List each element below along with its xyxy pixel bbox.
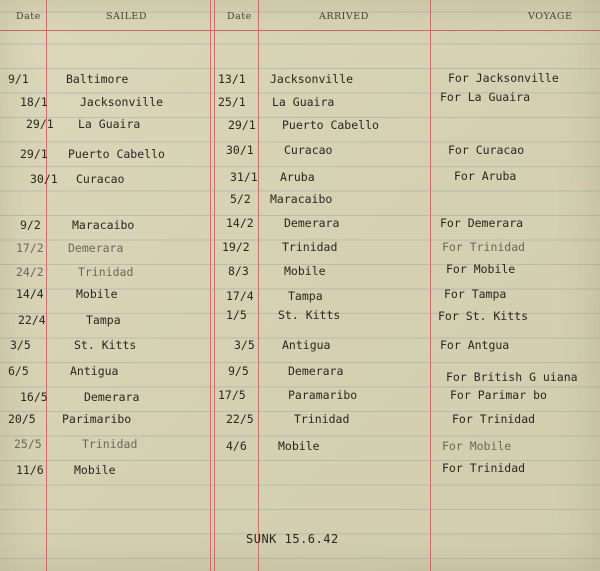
sailed-place: Mobile xyxy=(76,287,118,301)
voyage-entry: For British G uiana xyxy=(446,370,578,384)
voyage-entry: For Demerara xyxy=(440,216,524,230)
column-rule xyxy=(214,0,215,571)
column-rule xyxy=(430,0,431,571)
voyage-entry: For Jacksonville xyxy=(448,71,559,85)
arrived-date: 13/1 xyxy=(218,72,246,86)
voyage-entry: For Trinidad xyxy=(452,412,536,426)
sailed-date: 9/1 xyxy=(8,72,29,86)
sailed-date: 22/4 xyxy=(18,313,46,327)
arrived-place: La Guaira xyxy=(272,95,335,109)
arrived-place: Antigua xyxy=(282,338,331,352)
sailed-date: 29/1 xyxy=(26,117,54,131)
sailed-date: 24/2 xyxy=(16,265,44,279)
arrived-date: 1/5 xyxy=(226,308,247,322)
sailed-place: St. Kitts xyxy=(74,338,137,352)
arrived-place: Demerara xyxy=(284,216,340,230)
arrived-place: Trinidad xyxy=(294,412,350,426)
sailed-place: Trinidad xyxy=(78,265,134,279)
sailed-place: Mobile xyxy=(74,463,116,477)
voyage-entry: For Mobile xyxy=(446,262,516,276)
column-rule xyxy=(258,0,259,571)
arrived-place: Curacao xyxy=(284,143,333,157)
sailed-place: La Guaira xyxy=(78,117,141,131)
voyage-entry: For Tampa xyxy=(444,287,507,301)
voyage-entry: For Curacao xyxy=(448,143,525,157)
arrived-date: 19/2 xyxy=(222,240,250,254)
sailed-place: Puerto Cabello xyxy=(68,147,165,161)
sailed-place: Curacao xyxy=(76,172,125,186)
sailed-place: Tampa xyxy=(86,313,121,327)
voyage-entry: For Trinidad xyxy=(442,461,526,475)
header-arrived: ARRIVED xyxy=(319,11,369,22)
arrived-date: 5/2 xyxy=(230,192,251,206)
sailed-date: 6/5 xyxy=(8,364,29,378)
arrived-date: 25/1 xyxy=(218,95,246,109)
sailed-date: 11/6 xyxy=(16,463,44,477)
arrived-place: Mobile xyxy=(278,439,320,453)
sailed-place: Demerara xyxy=(68,241,124,255)
arrived-place: Demerara xyxy=(288,364,344,378)
sailed-date: 9/2 xyxy=(20,218,41,232)
arrived-place: Maracaibo xyxy=(270,192,333,206)
sailed-place: Antigua xyxy=(70,364,119,378)
voyage-entry: For Antgua xyxy=(440,338,510,352)
column-rule xyxy=(46,0,47,571)
sailed-date: 3/5 xyxy=(10,338,31,352)
sailed-date: 17/2 xyxy=(16,241,44,255)
sailed-date: 25/5 xyxy=(14,437,42,451)
voyage-entry: For La Guaira xyxy=(440,90,531,104)
header-sailed: SAILED xyxy=(106,11,147,22)
arrived-place: Aruba xyxy=(280,170,315,184)
card-header xyxy=(0,0,600,31)
voyage-entry: For Parimar bo xyxy=(450,388,547,402)
column-rule xyxy=(210,0,211,571)
sunk-note: SUNK 15.6.42 xyxy=(246,532,339,546)
voyage-entry: For Trinidad xyxy=(442,240,526,254)
header-date-sailed: Date xyxy=(16,11,41,22)
sailed-date: 14/4 xyxy=(16,287,44,301)
voyage-entry: For Mobile xyxy=(442,439,512,453)
sailed-place: Jacksonville xyxy=(80,95,164,109)
voyage-entry: For Aruba xyxy=(454,169,517,183)
sailed-place: Maracaibo xyxy=(72,218,135,232)
sailed-date: 29/1 xyxy=(20,147,48,161)
voyage-entry: For St. Kitts xyxy=(438,309,529,323)
arrived-date: 3/5 xyxy=(234,338,255,352)
sailed-date: 20/5 xyxy=(8,412,36,426)
sailed-place: Demerara xyxy=(84,390,140,404)
header-voyage: VOYAGE xyxy=(528,11,573,22)
arrived-date: 9/5 xyxy=(228,364,249,378)
arrived-date: 8/3 xyxy=(228,264,249,278)
arrived-date: 14/2 xyxy=(226,216,254,230)
arrived-place: Trinidad xyxy=(282,240,338,254)
arrived-place: Jacksonville xyxy=(270,72,354,86)
sailed-place: Parimaribo xyxy=(62,412,132,426)
arrived-place: Mobile xyxy=(284,264,326,278)
arrived-place: Tampa xyxy=(288,289,323,303)
arrived-date: 17/4 xyxy=(226,289,254,303)
arrived-place: St. Kitts xyxy=(278,308,341,322)
arrived-date: 4/6 xyxy=(226,439,247,453)
sailed-date: 30/1 xyxy=(30,172,58,186)
arrived-place: Puerto Cabello xyxy=(282,118,379,132)
arrived-date: 22/5 xyxy=(226,412,254,426)
header-date-arrived: Date xyxy=(227,11,252,22)
arrived-date: 29/1 xyxy=(228,118,256,132)
sailed-date: 18/1 xyxy=(20,95,48,109)
arrived-place: Paramaribo xyxy=(288,388,358,402)
arrived-date: 31/1 xyxy=(230,170,258,184)
sailed-date: 16/5 xyxy=(20,390,48,404)
arrived-date: 30/1 xyxy=(226,143,254,157)
arrived-date: 17/5 xyxy=(218,388,246,402)
sailed-place: Baltimore xyxy=(66,72,129,86)
sailed-place: Trinidad xyxy=(82,437,138,451)
